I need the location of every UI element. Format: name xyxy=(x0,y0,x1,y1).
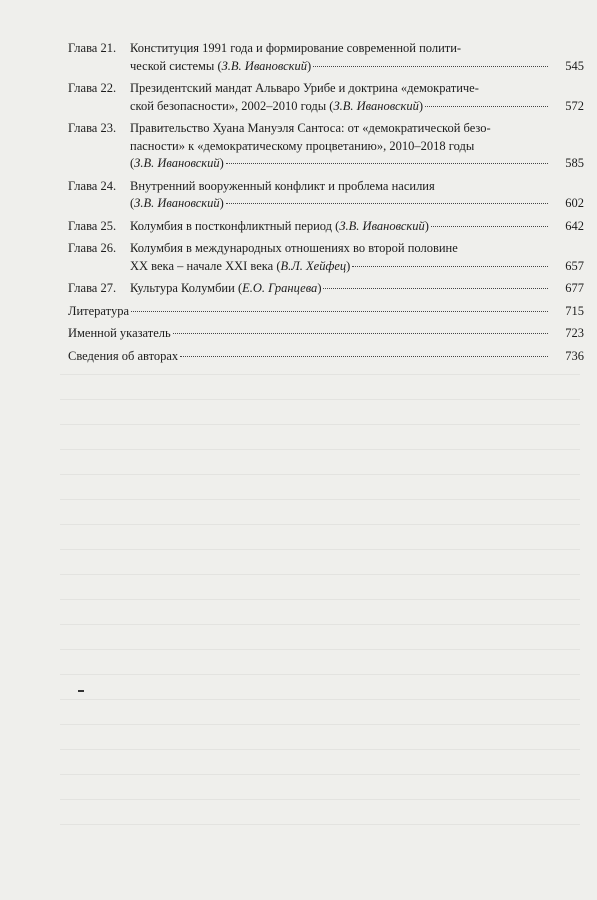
entry-title xyxy=(130,178,550,213)
title-last-line xyxy=(130,218,550,236)
toc-entry xyxy=(68,218,584,236)
title-line-wrap: ской безопасности», 2002–2010 годы (З.В. Ивановский) xyxy=(130,98,424,113)
title-line: ской безопасности», 2002–2010 годы xyxy=(130,98,327,113)
author-name: З.В. Ивановский xyxy=(134,196,220,210)
leader-dots xyxy=(180,356,548,357)
page-number: 736 xyxy=(565,348,584,363)
entry-title xyxy=(68,303,550,321)
title-line-wrap: (З.В. Ивановский) xyxy=(130,196,224,210)
leader-dots xyxy=(313,66,548,67)
page-number: 677 xyxy=(565,281,584,295)
chapter-number: Глава 25. xyxy=(68,218,117,233)
author-name: В.Л. Хейфец xyxy=(280,258,347,273)
title-line-wrap: Колумбия в постконфликтный период (З.В. Ивановский) xyxy=(130,218,429,233)
entry-title xyxy=(68,325,550,343)
toc-entry xyxy=(68,120,584,173)
title-line-wrap: XX века – начале XXI века (В.Л. Хейфец) xyxy=(130,258,351,273)
title-last-line xyxy=(130,58,550,76)
leader-dots xyxy=(226,163,548,164)
title-line: Литература xyxy=(68,303,129,318)
title-last-line xyxy=(68,348,550,366)
toc-entry xyxy=(68,40,584,75)
title-last-line xyxy=(130,155,550,173)
page-number: 602 xyxy=(565,196,584,210)
title-last-line xyxy=(130,280,550,298)
author-name: З.В. Ивановский xyxy=(333,98,419,113)
page-number: 585 xyxy=(565,156,584,170)
chapter-number: Глава 26. xyxy=(68,241,117,255)
title-line-wrap: ческой системы (З.В. Ивановский) xyxy=(130,58,312,73)
page-number: 642 xyxy=(565,218,584,233)
toc-entry xyxy=(68,325,584,343)
page-number: 545 xyxy=(565,58,584,73)
author-name: З.В. Ивановский xyxy=(134,156,220,170)
page-number: 657 xyxy=(565,258,584,273)
title-line: Культура Колумбии xyxy=(130,281,235,295)
toc-entry xyxy=(68,303,584,321)
author-name: Е.О. Гранцева xyxy=(242,281,318,295)
entry-title xyxy=(130,218,550,236)
toc-entry xyxy=(68,240,584,275)
title-line: Колумбия в постконфликтный период xyxy=(130,218,333,233)
toc-entry xyxy=(68,348,584,366)
title-line: Внутренний вооруженный конфликт и проблема насилия xyxy=(130,178,435,193)
leader-dots xyxy=(352,266,548,267)
entry-title xyxy=(130,120,550,173)
entry-title xyxy=(130,40,550,75)
page-number: 715 xyxy=(565,303,584,318)
title-line: Именной указатель xyxy=(68,326,171,340)
chapter-number: Глава 21. xyxy=(68,41,117,55)
title-line-wrap: Культура Колумбии (Е.О. Гранцева) xyxy=(130,281,322,295)
chapter-number: Глава 23. xyxy=(68,121,117,135)
stray-mark xyxy=(78,690,84,692)
leader-dots xyxy=(425,106,548,107)
entry-title xyxy=(130,240,550,275)
title-line: Сведения об авторах xyxy=(68,348,179,363)
chapter-number: Глава 22. xyxy=(68,81,117,95)
title-last-line xyxy=(130,98,550,116)
title-line: пасности» к «демократическому процветанию», 2010–2018 годы xyxy=(130,138,475,153)
title-line: ческой системы xyxy=(130,58,215,73)
chapter-number: Глава 24. xyxy=(68,178,117,193)
leader-dots xyxy=(173,333,548,334)
leader-dots xyxy=(431,226,548,227)
leader-dots xyxy=(226,203,548,204)
title-line: Колумбия в международных отношениях во второй половине xyxy=(130,241,458,255)
author-name: З.В. Ивановский xyxy=(221,58,308,73)
chapter-number: Глава 27. xyxy=(68,281,117,295)
toc-entry xyxy=(68,178,584,213)
table-of-contents xyxy=(68,40,584,370)
page-number: 723 xyxy=(565,326,584,340)
page-number: 572 xyxy=(565,98,584,113)
title-line: Правительство Хуана Мануэля Сантоса: от «демократической безо- xyxy=(130,121,491,135)
leader-dots xyxy=(131,311,548,312)
title-last-line xyxy=(68,325,550,343)
bleed-through-text xyxy=(60,360,580,860)
entry-title xyxy=(130,280,550,298)
toc-entry xyxy=(68,80,584,115)
title-line: XX века – начале XXI века xyxy=(130,258,274,273)
title-line: Президентский мандат Альваро Урибе и доктрина «демократиче- xyxy=(130,81,479,95)
title-line: Конституция 1991 года и формирование современной полити- xyxy=(130,41,462,55)
title-last-line xyxy=(130,195,550,213)
title-last-line xyxy=(68,303,550,321)
entry-title xyxy=(130,80,550,115)
entry-title xyxy=(68,348,550,366)
author-name: З.В. Ивановский xyxy=(339,218,425,233)
title-last-line xyxy=(130,258,550,276)
toc-entry xyxy=(68,280,584,298)
title-line-wrap: (З.В. Ивановский) xyxy=(130,156,224,170)
leader-dots xyxy=(323,288,548,289)
